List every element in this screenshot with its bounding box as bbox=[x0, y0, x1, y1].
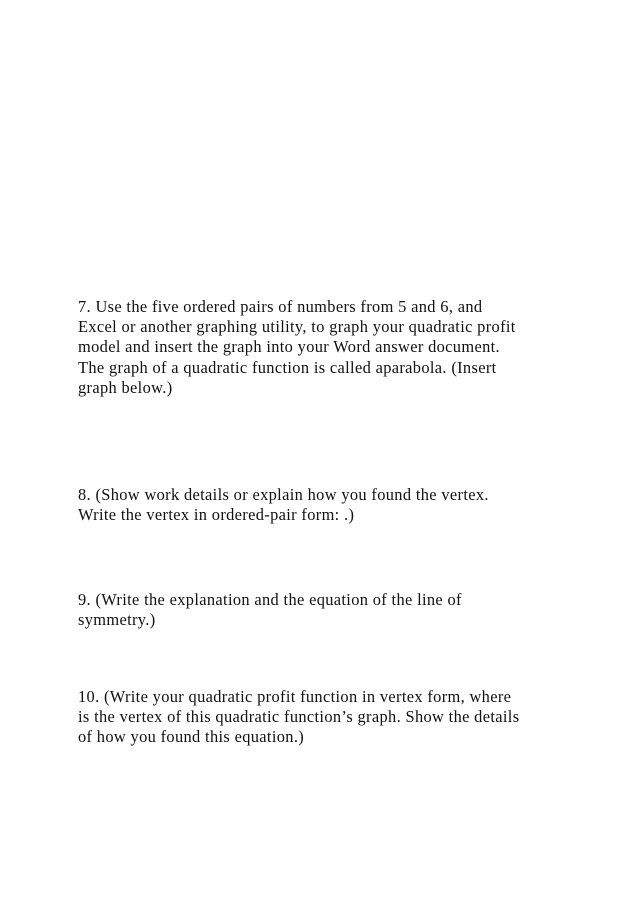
question-8 bbox=[78, 485, 578, 525]
text-line: The graph of a quadratic function is called aparabola. (Insert bbox=[78, 357, 497, 377]
question-7 bbox=[78, 297, 578, 398]
text-line: model and insert the graph into your Word answer document. bbox=[78, 337, 500, 357]
text-line: graph below.) bbox=[78, 377, 173, 397]
question-10 bbox=[78, 687, 578, 748]
text-line: of how you found this equation.) bbox=[78, 727, 305, 747]
text-line: Excel or another graphing utility, to graph your quadratic profit bbox=[78, 317, 516, 337]
text-line: Write the vertex in ordered-pair form: .) bbox=[78, 505, 355, 525]
question-9 bbox=[78, 590, 578, 630]
text-line: 7. Use the five ordered pairs of numbers from 5 and 6, and bbox=[78, 297, 483, 316]
text-line: symmetry.) bbox=[78, 610, 156, 630]
text-line: 9. (Write the explanation and the equation of the line of bbox=[78, 590, 462, 609]
text-line: 10. (Write your quadratic profit function in vertex form, where bbox=[78, 687, 512, 706]
text-line: 8. (Show work details or explain how you found the vertex. bbox=[78, 485, 489, 504]
text-line: is the vertex of this quadratic function’s graph. Show the details bbox=[78, 707, 520, 727]
